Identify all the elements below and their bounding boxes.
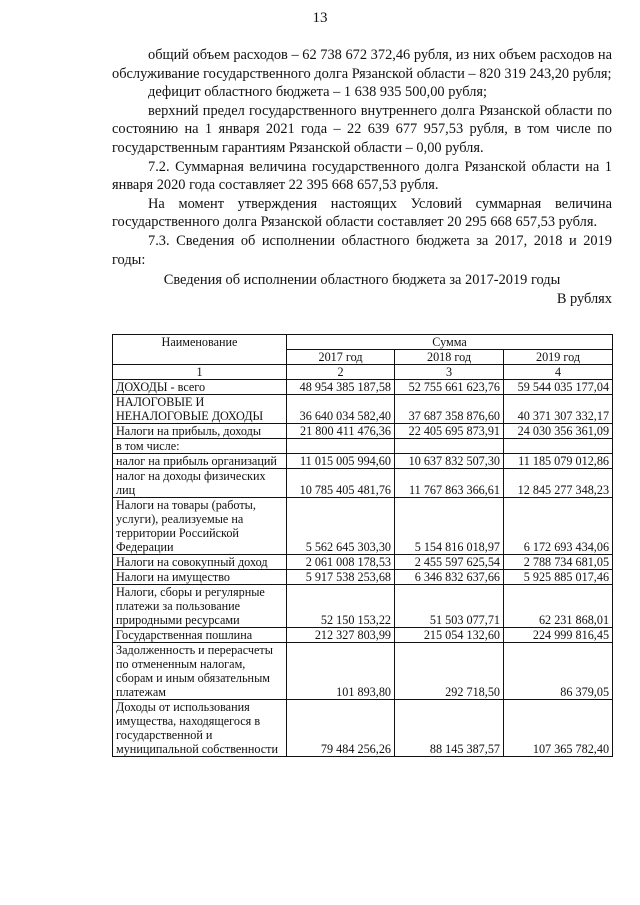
paragraph: 7.3. Сведения об исполнении областного бюджета за 2017, 2018 и 2019 годы:: [112, 232, 612, 268]
row-value: 24 030 356 361,09: [504, 424, 613, 439]
row-name: Задолженность и перерасчеты по отмененным налогам, сборам и иным обязательным платежам: [113, 643, 287, 700]
table-header-row: [113, 335, 613, 350]
column-number: 3: [395, 365, 504, 380]
paragraph: верхний предел государственного внутреннего долга Рязанской области по состоянию на 1 января 2021 года – 22 639 677 957,53 рубля, в том числе по государственным гарантиям Рязанской области – 0,00 рубля.: [112, 102, 612, 156]
row-value: 2 061 008 178,53: [287, 555, 395, 570]
row-value: 2 455 597 625,54: [395, 555, 504, 570]
row-value: 10 785 405 481,76: [287, 469, 395, 498]
row-value: 107 365 782,40: [504, 700, 613, 757]
row-value: 22 405 695 873,91: [395, 424, 504, 439]
row-value: 88 145 387,57: [395, 700, 504, 757]
table-row: [113, 380, 613, 395]
table-colnum-row: [113, 365, 613, 380]
row-value: 224 999 816,45: [504, 628, 613, 643]
column-number: 1: [113, 365, 287, 380]
row-value: 48 954 385 187,58: [287, 380, 395, 395]
column-number: 4: [504, 365, 613, 380]
table-row: [113, 585, 613, 628]
row-value: [287, 439, 395, 454]
row-value: 59 544 035 177,04: [504, 380, 613, 395]
row-value: 101 893,80: [287, 643, 395, 700]
row-value: 52 755 661 623,76: [395, 380, 504, 395]
paragraph: На момент утверждения настоящих Условий суммарная величина государственного долга Рязанской области составляет 20 295 668 657,53 рубля.: [112, 195, 612, 231]
table-row: [113, 424, 613, 439]
header-sum: Сумма: [287, 335, 613, 350]
table-row: [113, 395, 613, 424]
row-value: 36 640 034 582,40: [287, 395, 395, 424]
header-year: 2018 год: [395, 350, 504, 365]
row-name: в том числе:: [113, 439, 287, 454]
row-name: НАЛОГОВЫЕ И НЕНАЛОГОВЫЕ ДОХОДЫ: [113, 395, 287, 424]
row-name: налог на прибыль организаций: [113, 454, 287, 469]
row-name: Налоги на прибыль, доходы: [113, 424, 287, 439]
body-text: [112, 46, 612, 308]
table-unit: В рублях: [556, 290, 612, 307]
row-name: Налоги на совокупный доход: [113, 555, 287, 570]
table-row: [113, 454, 613, 469]
row-value: 11 767 863 366,61: [395, 469, 504, 498]
row-name: Доходы от использования имущества, находящегося в государственной и муниципальной собственности: [113, 700, 287, 757]
table-row: [113, 439, 613, 454]
paragraph: 7.2. Суммарная величина государственного долга Рязанской области на 1 января 2020 года составляет 22 395 668 657,53 рубля.: [112, 158, 612, 194]
table-row: [113, 570, 613, 585]
row-name: налог на доходы физических лиц: [113, 469, 287, 498]
row-name: Налоги, сборы и регулярные платежи за пользование природными ресурсами: [113, 585, 287, 628]
row-value: 40 371 307 332,17: [504, 395, 613, 424]
table-title: Сведения об исполнении областного бюджета за 2017-2019 годы: [163, 272, 561, 289]
table-row: [113, 628, 613, 643]
row-name: ДОХОДЫ - всего: [113, 380, 287, 395]
row-name: Налоги на имущество: [113, 570, 287, 585]
row-value: 6 172 693 434,06: [504, 498, 613, 555]
row-value: 62 231 868,01: [504, 585, 613, 628]
paragraph: дефицит областного бюджета – 1 638 935 500,00 рубля;: [148, 84, 487, 101]
header-year: 2017 год: [287, 350, 395, 365]
row-value: 51 503 077,71: [395, 585, 504, 628]
table-body: [113, 380, 613, 757]
table-row: [113, 469, 613, 498]
row-value: 5 562 645 303,30: [287, 498, 395, 555]
paragraph: общий объем расходов – 62 738 672 372,46 рубля, из них объем расходов на обслуживание государственного долга Рязанской области – 820 319 243,20 рубля;: [112, 47, 612, 82]
row-value: 6 346 832 637,66: [395, 570, 504, 585]
table-row: [113, 498, 613, 555]
row-value: 37 687 358 876,60: [395, 395, 504, 424]
row-value: 12 845 277 348,23: [504, 469, 613, 498]
row-value: 215 054 132,60: [395, 628, 504, 643]
row-value: 10 637 832 507,30: [395, 454, 504, 469]
row-value: 21 800 411 476,36: [287, 424, 395, 439]
row-value: 212 327 803,99: [287, 628, 395, 643]
table-row: [113, 643, 613, 700]
row-value: 11 185 079 012,86: [504, 454, 613, 469]
row-value: 5 925 885 017,46: [504, 570, 613, 585]
row-value: 5 917 538 253,68: [287, 570, 395, 585]
row-value: 86 379,05: [504, 643, 613, 700]
table-row: [113, 700, 613, 757]
row-name: Государственная пошлина: [113, 628, 287, 643]
row-value: 5 154 816 018,97: [395, 498, 504, 555]
header-year: 2019 год: [504, 350, 613, 365]
table-row: [113, 555, 613, 570]
row-value: 292 718,50: [395, 643, 504, 700]
row-value: 11 015 005 994,60: [287, 454, 395, 469]
row-value: 2 788 734 681,05: [504, 555, 613, 570]
row-value: 79 484 256,26: [287, 700, 395, 757]
row-name: Налоги на товары (работы, услуги), реализуемые на территории Российской Федерации: [113, 498, 287, 555]
budget-table: [112, 334, 613, 757]
column-number: 2: [287, 365, 395, 380]
header-name: Наименование: [113, 335, 287, 365]
row-value: 52 150 153,22: [287, 585, 395, 628]
page-number: 13: [312, 10, 328, 26]
row-value: [504, 439, 613, 454]
row-value: [395, 439, 504, 454]
